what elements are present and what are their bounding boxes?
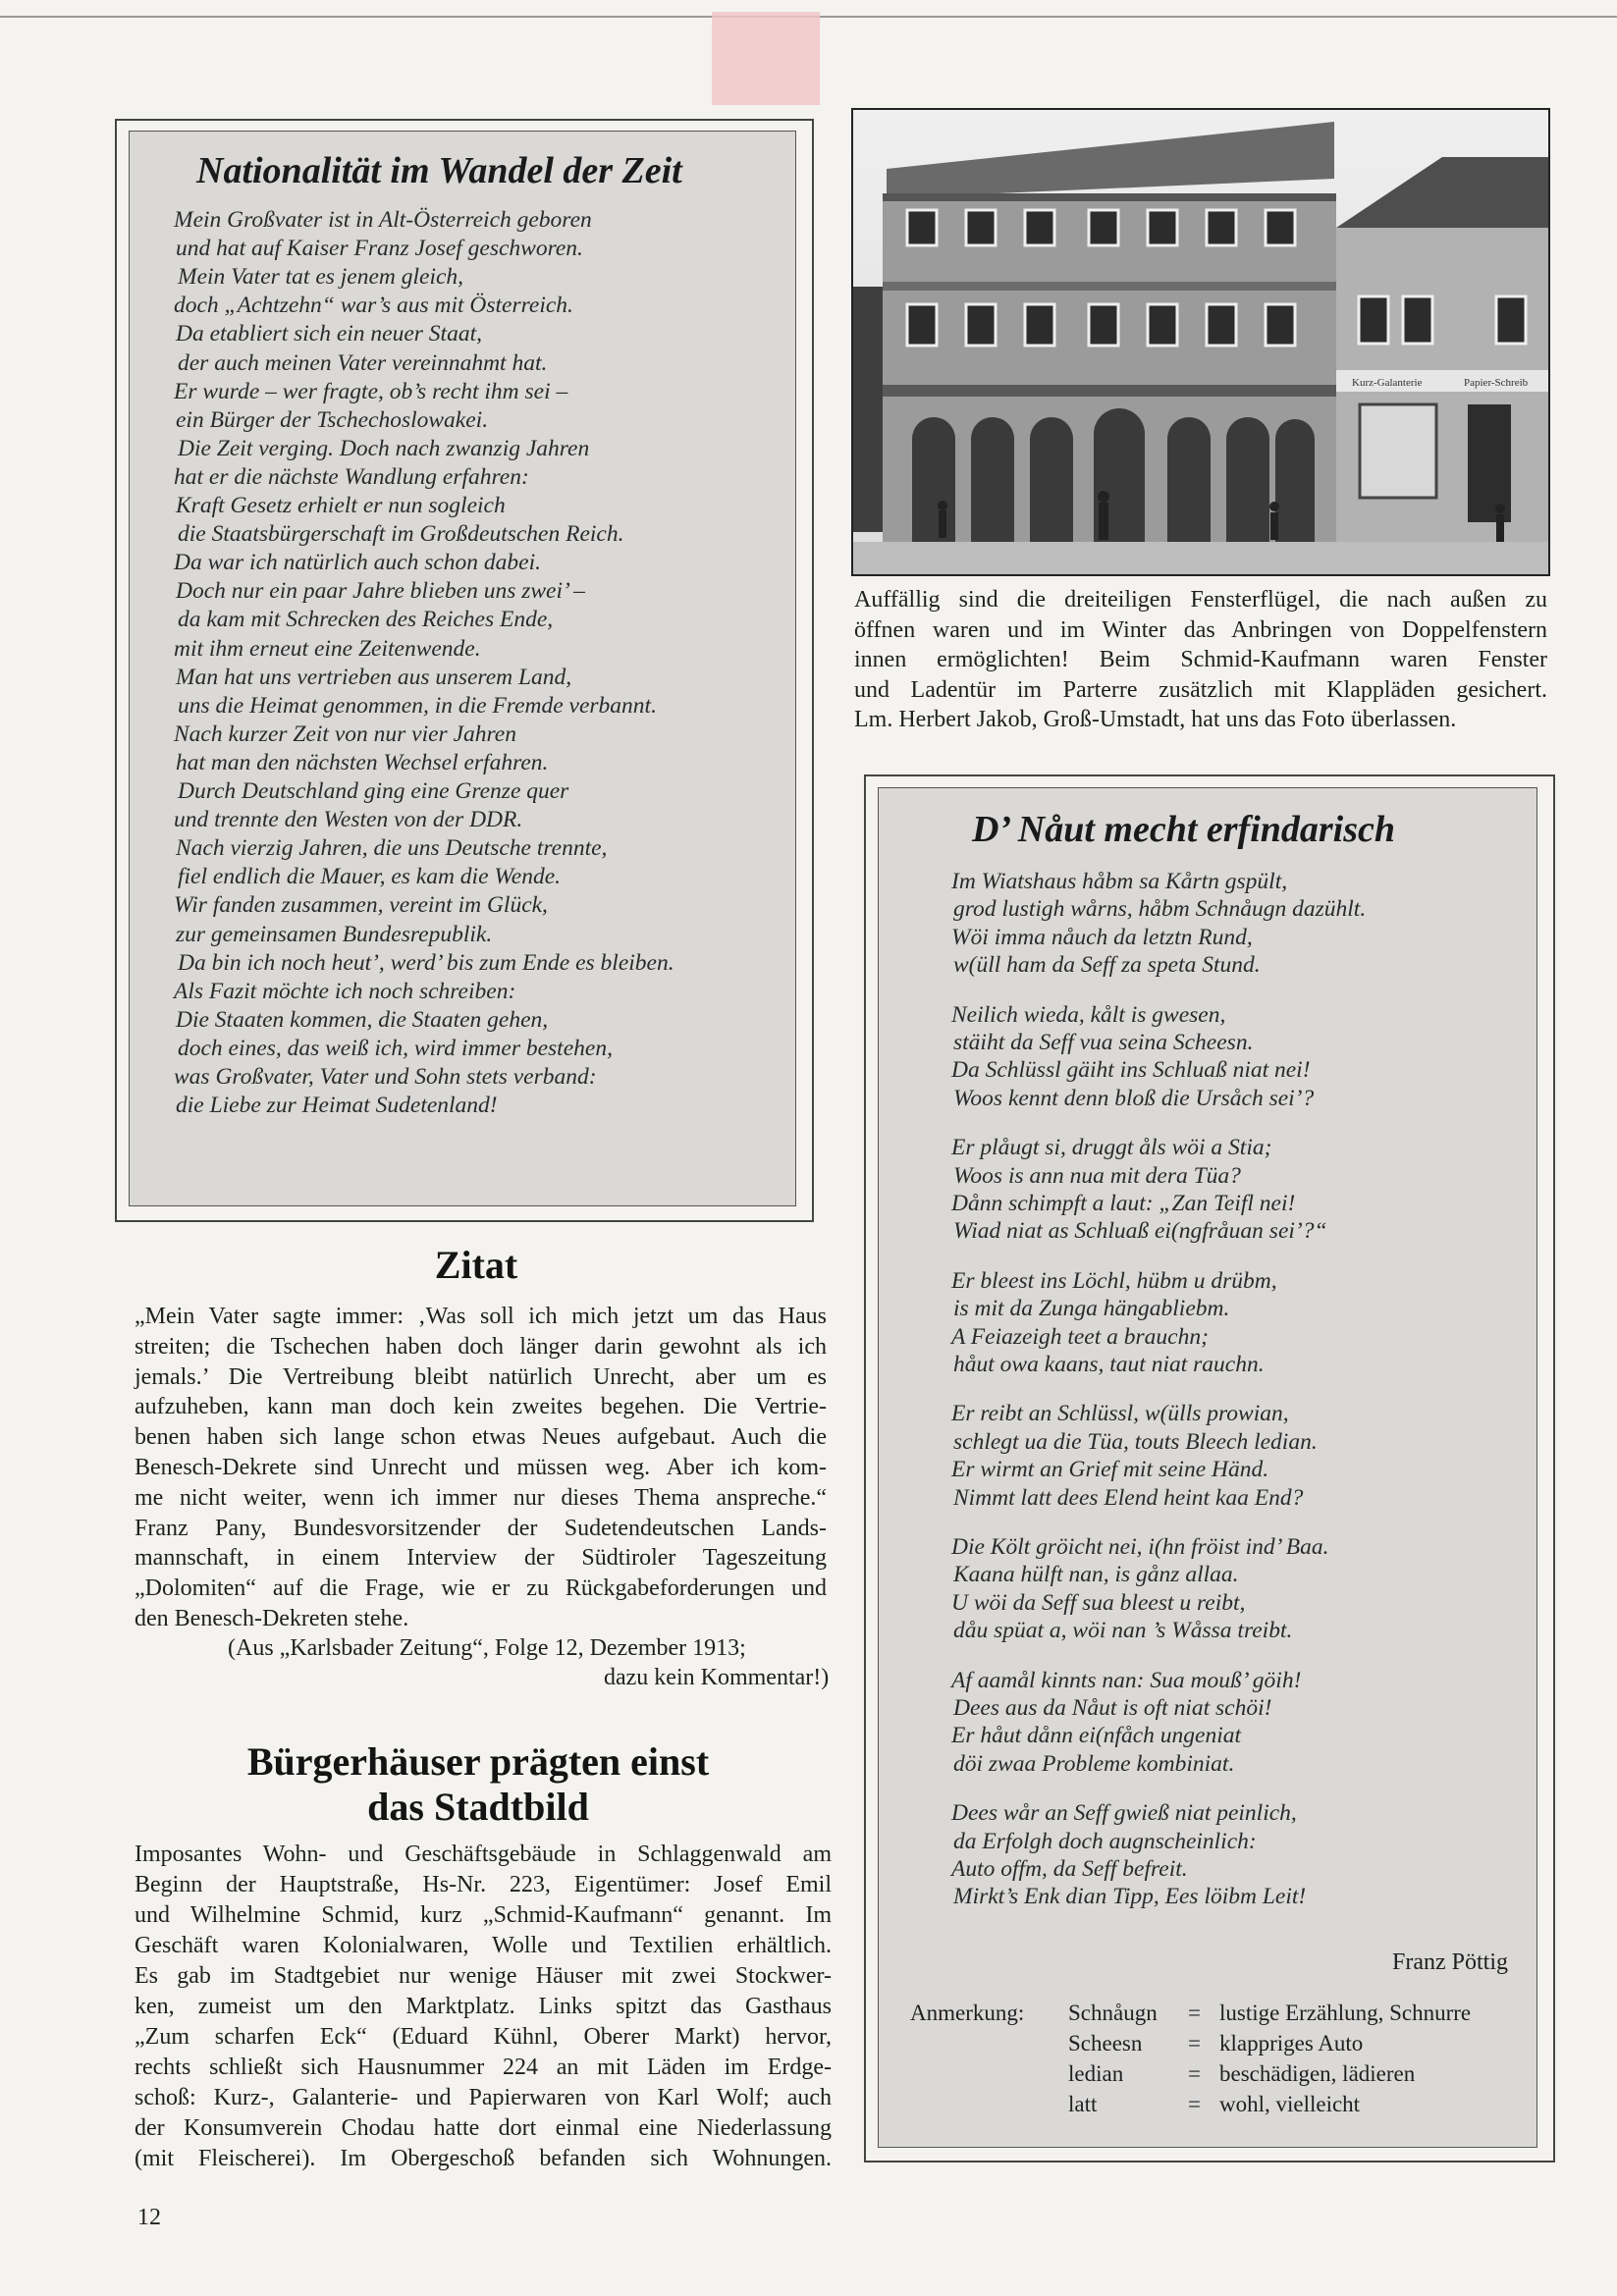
poem-line: Mirkt’s Enk dian Tipp, Ees löibm Leit! <box>953 1884 1307 1910</box>
naut-author: Franz Pöttig <box>1392 1949 1508 1975</box>
poem-line: Dånn schimpft a laut: „Zan Teifl nei! <box>951 1191 1296 1216</box>
poem-line: Wiad niat as Schluaß ei(ngfråuan sei’?“ <box>953 1218 1327 1245</box>
poem-line: Da bin ich noch heut’, werd’ bis zum Ende es bleiben. <box>178 949 674 976</box>
poem-line: Er bleest ins Löchl, hübm u drübm, <box>951 1267 1277 1294</box>
poem-line: Da Schlüssl gäiht ins Schluaß niat nei! <box>951 1057 1311 1084</box>
poem-line: die Liebe zur Heimat Sudetenland! <box>176 1093 498 1119</box>
caption-line: Lm. Herbert Jakob, Groß-Umstadt, hat uns das Foto überlassen. <box>854 707 1457 732</box>
poem-line: Mein Vater tat es jenem gleich, <box>178 264 464 291</box>
zitat-line: Benesch-Dekrete sind Unrecht und müssen weg. Aber ich kom- <box>135 1455 827 1480</box>
buergerhaeuser-heading-2: das Stadtbild <box>367 1785 589 1829</box>
page-number: 12 <box>137 2205 161 2230</box>
glossary-term: latt <box>1068 2092 1098 2116</box>
buergerhaeuser-line: Imposantes Wohn- und Geschäftsgebäude in Schlaggenwald am <box>135 1842 832 1867</box>
poem-line: Doch nur ein paar Jahre blieben uns zwei’ – <box>176 578 585 605</box>
poem-line: Auto offm, da Seff befreit. <box>951 1856 1188 1882</box>
buergerhaeuser-line: der Konsumverein Chodau hatte dort einmal eine Niederlassung <box>135 2115 832 2141</box>
poem-line: Er wirmt an Grief mit seine Händ. <box>951 1457 1269 1483</box>
poem-line: stäiht da Seff vua seina Scheesn. <box>953 1030 1254 1055</box>
poem-line: ein Bürger der Tschechoslowakei. <box>176 406 489 433</box>
buergerhaeuser-line: und Wilhelmine Schmid, kurz „Schmid-Kaufmann“ genannt. Im <box>135 1902 832 1928</box>
poem-line: U wöi da Seff sua bleest u reibt, <box>951 1589 1246 1616</box>
poem-line: Dees aus da Nåut is oft niat schöi! <box>953 1695 1272 1721</box>
poem-line: Woos kennt denn bloß die Ursåch sei’? <box>953 1085 1315 1111</box>
poem-line: Nach kurzer Zeit von nur vier Jahren <box>174 721 516 747</box>
photo-sign-right: Papier-Schreib <box>1464 377 1529 389</box>
buergerhaeuser-heading-1: Bürgerhäuser prägten einst <box>246 1739 710 1784</box>
poem-line: mit ihm erneut eine Zeitenwende. <box>174 635 481 662</box>
caption-line: Auffällig sind die dreiteiligen Fensterflügel, die nach außen zu <box>854 587 1547 613</box>
buergerhaeuser-line: (mit Fleischerei). Im Obergeschoß befanden sich Wohnungen. <box>135 2146 832 2171</box>
poem-line: Durch Deutschland ging eine Grenze quer <box>178 778 569 804</box>
poem-line: Die Költ gröicht nei, i(hn fröist ind’ Baa. <box>951 1534 1329 1560</box>
poem-line: und hat auf Kaiser Franz Josef geschworen. <box>176 236 583 262</box>
buergerhaeuser-line: Geschäft waren Kolonialwaren, Wolle und Textilien erhältlich. <box>135 1933 832 1958</box>
poem-line: Kaana hülft nan, is gånz allaa. <box>953 1562 1239 1588</box>
zitat-source-2: dazu kein Kommentar!) <box>604 1665 830 1690</box>
poem-line: Die Zeit verging. Doch nach zwanzig Jahren <box>178 435 590 461</box>
zitat-line: aufzuheben, kann man doch kein zweites begehen. Die Vertrie- <box>135 1394 827 1420</box>
poem-line: hat man den nächsten Wechsel erfahren. <box>176 749 549 775</box>
poem-line: doch eines, das weiß ich, wird immer bestehen, <box>178 1035 613 1061</box>
tape-strip <box>712 12 820 105</box>
poem-line: Da war ich natürlich auch schon dabei. <box>174 550 542 576</box>
zitat-source-1: (Aus „Karlsbader Zeitung“, Folge 12, Dezember 1913; <box>228 1635 746 1661</box>
glossary-label: Anmerkung: <box>910 2001 1025 2025</box>
poem-line: der auch meinen Vater vereinnahmt hat. <box>178 349 548 376</box>
poem-line: fiel endlich die Mauer, es kam die Wende. <box>178 864 562 890</box>
glossary-equals: = <box>1188 2061 1201 2086</box>
buergerhaeuser-line: Es gab im Stadtgebiet nur wenige Häuser mit zwei Stockwer- <box>135 1963 832 1989</box>
poem-line: und trennte den Westen von der DDR. <box>174 807 523 833</box>
poem-line: Er reibt an Schlüssl, w(ülls prowian, <box>951 1401 1289 1427</box>
poem-line: Mein Großvater ist in Alt-Österreich geboren <box>174 207 592 233</box>
glossary-term: Scheesn <box>1068 2031 1143 2056</box>
glossary-equals: = <box>1188 2092 1201 2116</box>
poem-line: Da etabliert sich ein neuer Staat, <box>176 321 482 347</box>
poem-line: döi zwaa Probleme kombiniat. <box>953 1750 1235 1777</box>
poem-line: Wöi imma nåuch da letztn Rund, <box>951 924 1253 950</box>
poem-line: Neilich wieda, kålt is gwesen, <box>951 1001 1226 1028</box>
zitat-line: mannschaft, in einem Interview der Südtiroler Tageszeitung <box>135 1545 827 1572</box>
glossary-meaning: lustige Erzählung, Schnurre <box>1219 2001 1472 2025</box>
zitat-line: „Dolomiten“ auf die Frage, wie er zu Rückgabeforderungen und <box>135 1575 827 1602</box>
glossary-equals: = <box>1188 2001 1201 2025</box>
glossary-meaning: beschädigen, lädieren <box>1219 2061 1416 2086</box>
zitat-line: den Benesch-Dekreten stehe. <box>135 1606 409 1631</box>
poem-line: da Erfolgh doch augnscheinlich: <box>953 1828 1257 1854</box>
zitat-heading: Zitat <box>434 1243 518 1287</box>
glossary-meaning: wohl, vielleicht <box>1219 2092 1361 2116</box>
poem-line: was Großvater, Vater und Sohn stets verband: <box>174 1064 597 1090</box>
photo-sign-left: Kurz-Galanterie <box>1352 377 1423 389</box>
poem-line: Af aamål kinnts nan: Sua mouß’ göih! <box>951 1667 1302 1693</box>
poem-line: zur gemeinsamen Bundesrepublik. <box>176 921 493 947</box>
poem-line: Er håut dånn ei(nfåch ungeniat <box>951 1723 1242 1749</box>
poem-line: w(üll ham da Seff za speta Stund. <box>953 952 1261 979</box>
caption-line: innen ermöglichten! Beim Schmid-Kaufmann waren Fenster <box>854 647 1547 672</box>
buergerhaeuser-heading <box>135 1739 822 1830</box>
poem-line: Im Wiatshaus håbm sa Kårtn gspült, <box>951 869 1288 894</box>
poem-line: Er wurde – wer fragte, ob’s recht ihm sei – <box>174 378 568 404</box>
buergerhaeuser-line: rechts schließt sich Hausnummer 224 an mit Läden im Erdge- <box>135 2055 832 2080</box>
buergerhaeuser-line: ken, zumeist um den Marktplatz. Links spitzt das Gasthaus <box>135 1994 832 2019</box>
zitat-line: streiten; die Tschechen haben doch länger darin gewohnt als ich <box>135 1333 827 1360</box>
poem-line: da kam mit Schrecken des Reiches Ende, <box>178 607 554 633</box>
zitat-line: me nicht weiter, wenn ich immer nur dieses Thema anspreche.“ <box>135 1484 827 1511</box>
poem-line: Als Fazit möchte ich noch schreiben: <box>174 978 516 1004</box>
glossary-term: Schnåugn <box>1068 2001 1158 2025</box>
poem-line: Woos is ann nua mit dera Tüa? <box>953 1162 1241 1189</box>
poem-line: is mit da Zunga hängabliebm. <box>953 1296 1230 1322</box>
glossary-meaning: klappriges Auto <box>1219 2031 1364 2056</box>
caption-line: öffnen waren und im Winter das Anbringen von Doppelfenstern <box>854 616 1547 643</box>
building-photo <box>851 108 1550 576</box>
glossary-equals: = <box>1188 2031 1201 2056</box>
poem-line: A Feiazeigh teet a brauchn; <box>951 1323 1209 1350</box>
poem-line: Dees wår an Seff gwieß niat peinlich, <box>951 1800 1297 1827</box>
glossary-term: ledian <box>1068 2061 1124 2086</box>
poem-line: schlegt ua die Tüa, touts Bleech ledian. <box>953 1428 1318 1455</box>
poem-line: Wir fanden zusammen, vereint im Glück, <box>174 892 548 919</box>
buergerhaeuser-line: schoß: Kurz-, Galanterie- und Papierwaren von Karl Wolf; auch <box>135 2085 832 2110</box>
poem-line: Man hat uns vertrieben aus unserem Land, <box>176 664 572 690</box>
nationalitaet-title: Nationalität im Wandel der Zeit <box>196 150 682 191</box>
caption-line: und Ladentür im Parterre zusätzlich mit Klappläden gesichert. <box>854 676 1547 703</box>
poem-line: dåu spüat a, wöi nan ’s Wåssa treibt. <box>953 1618 1293 1644</box>
poem-line: Er plåugt si, druggt åls wöi a Stia; <box>951 1135 1272 1161</box>
zitat-line: „Mein Vater sagte immer: ‚Was soll ich mich jetzt um das Haus <box>135 1304 827 1329</box>
zitat-line: Franz Pany, Bundesvorsitzender der Sudetendeutschen Lands- <box>135 1515 827 1541</box>
poem-line: håut owa kaans, taut niat rauchn. <box>953 1352 1265 1377</box>
poem-line: uns die Heimat genommen, in die Fremde verbannt. <box>178 692 657 719</box>
poem-line: grod lustigh wårns, håbm Schnåugn dazühlt. <box>953 896 1367 923</box>
naut-title: D’ Nåut mecht erfindarisch <box>972 809 1396 850</box>
buergerhaeuser-line: „Zum scharfen Eck“ (Eduard Kühnl, Oberer Markt) hervor, <box>135 2024 832 2050</box>
buergerhaeuser-line: Beginn der Hauptstraße, Hs-Nr. 223, Eigentümer: Josef Emil <box>135 1872 832 1897</box>
zitat-line: benen haben sich lange schon etwas Neues aufgebaut. Auch die <box>135 1424 827 1451</box>
poem-line: die Staatsbürgerschaft im Großdeutschen Reich. <box>178 521 624 548</box>
zitat-line: jemals.’ Die Vertreibung bleibt natürlich Unrecht, aber um es <box>135 1363 827 1390</box>
poem-line: Nach vierzig Jahren, die uns Deutsche trennte, <box>176 835 608 862</box>
poem-line: Nimmt latt dees Elend heint kaa End? <box>953 1484 1304 1511</box>
poem-line: Die Staaten kommen, die Staaten gehen, <box>176 1006 549 1033</box>
poem-line: hat er die nächste Wandlung erfahren: <box>174 463 529 490</box>
poem-line: Kraft Gesetz erhielt er nun sogleich <box>176 493 506 518</box>
poem-line: doch „Achtzehn“ war’s aus mit Österreich. <box>174 293 573 319</box>
